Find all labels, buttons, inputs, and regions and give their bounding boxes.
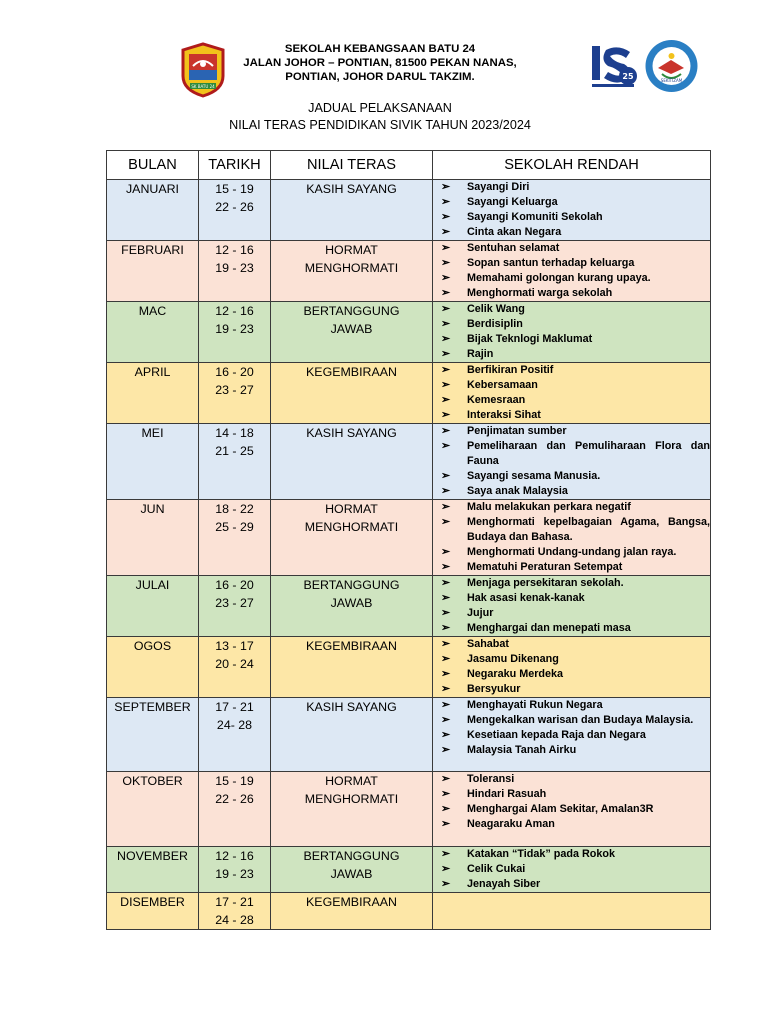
date-range: 24 - 28	[215, 913, 254, 927]
arrow-bullet-icon: ➢	[441, 878, 451, 890]
date-range: 22 - 26	[215, 200, 254, 214]
list-item-text: Jujur	[467, 607, 494, 619]
cell-bulan: APRIL	[107, 363, 199, 424]
arrow-bullet-icon: ➢	[441, 318, 451, 330]
arrow-bullet-icon: ➢	[441, 348, 451, 360]
table-row	[107, 500, 711, 576]
cell-nilai-teras	[271, 637, 433, 698]
list-item	[433, 560, 710, 575]
date-range: 12 - 16	[215, 304, 254, 318]
cell-tarikh	[199, 576, 271, 637]
activity-list	[433, 847, 710, 892]
address-line-1: JALAN JOHOR – PONTIAN, 81500 PEKAN NANAS,	[243, 57, 517, 69]
document-title	[200, 100, 560, 134]
list-item-text: Saya anak Malaysia	[467, 485, 568, 497]
cell-tarikh	[199, 241, 271, 302]
list-item	[433, 862, 710, 877]
activity-list	[433, 363, 710, 423]
cell-bulan: JULAI	[107, 576, 199, 637]
list-item	[433, 393, 710, 408]
cell-sekolah-rendah	[433, 698, 711, 772]
arrow-bullet-icon: ➢	[441, 788, 451, 800]
date-range: 17 - 21	[215, 700, 254, 714]
arrow-bullet-icon: ➢	[441, 470, 451, 482]
activity-list	[433, 637, 710, 697]
date-range: 23 - 27	[215, 596, 254, 610]
nilai-teras-text: KEGEMBIRAAN	[306, 365, 397, 379]
list-item-text: Malaysia Tanah Airku	[467, 744, 577, 756]
list-item-text: Berdisiplin	[467, 318, 523, 330]
cell-sekolah-rendah	[433, 302, 711, 363]
cell-sekolah-rendah	[433, 576, 711, 637]
school-crest-logo	[179, 42, 227, 98]
nilai-teras-text: HORMAT MENGHORMATI	[304, 243, 399, 275]
list-item	[433, 484, 710, 499]
date-range: 25 - 29	[215, 520, 254, 534]
list-item	[433, 637, 710, 652]
cell-bulan: NOVEMBER	[107, 847, 199, 893]
cell-bulan: SEPTEMBER	[107, 698, 199, 772]
title-line-1: JADUAL PELAKSANAAN	[308, 101, 452, 115]
list-item-text: Sayangi Keluarga	[467, 196, 558, 208]
list-item-text: Sahabat	[467, 638, 510, 650]
list-item	[433, 652, 710, 667]
cell-bulan: DISEMBER	[107, 893, 199, 930]
table-row	[107, 847, 711, 893]
nilai-teras-text: KASIH SAYANG	[306, 700, 397, 714]
svg-text:SEKITIZAM: SEKITIZAM	[660, 78, 683, 83]
date-range: 20 - 24	[215, 657, 254, 671]
arrow-bullet-icon: ➢	[441, 744, 451, 756]
cell-bulan: OGOS	[107, 637, 199, 698]
date-range: 19 - 23	[215, 322, 254, 336]
cell-nilai-teras	[271, 180, 433, 241]
cell-sekolah-rendah	[433, 637, 711, 698]
list-item	[433, 698, 710, 713]
school-info	[230, 42, 530, 84]
cell-nilai-teras	[271, 500, 433, 576]
arrow-bullet-icon: ➢	[441, 607, 451, 619]
table-row	[107, 576, 711, 637]
header-sekolah-rendah: SEKOLAH RENDAH	[433, 151, 711, 180]
list-item-text: Jasamu Dikenang	[467, 653, 559, 665]
cell-tarikh	[199, 180, 271, 241]
list-item	[433, 713, 710, 728]
list-item-text: Menjaga persekitaran sekolah.	[467, 577, 624, 589]
list-item-text: Cinta akan Negara	[467, 226, 562, 238]
date-range: 17 - 21	[215, 895, 254, 909]
date-range: 22 - 26	[215, 792, 254, 806]
cell-nilai-teras	[271, 847, 433, 893]
list-item	[433, 847, 710, 862]
list-item	[433, 817, 710, 832]
arrow-bullet-icon: ➢	[441, 592, 451, 604]
list-item	[433, 682, 710, 697]
arrow-bullet-icon: ➢	[441, 863, 451, 875]
nilai-teras-text: HORMAT MENGHORMATI	[304, 502, 399, 534]
arrow-bullet-icon: ➢	[441, 818, 451, 830]
list-item-text: Toleransi	[467, 773, 515, 785]
date-range: 16 - 20	[215, 365, 254, 379]
list-item-text: Pemeliharaan dan Pemuliharaan Flora dan Fauna	[467, 440, 710, 467]
list-item-text: Menghargai dan menepati masa	[467, 622, 631, 634]
list-item-text: Menghormati Undang-undang jalan raya.	[467, 546, 677, 558]
list-item	[433, 286, 710, 301]
list-item	[433, 210, 710, 225]
list-item	[433, 180, 710, 195]
list-item	[433, 347, 710, 362]
table-row	[107, 772, 711, 847]
cell-bulan: MAC	[107, 302, 199, 363]
list-item-text: Menghargai Alam Sekitar, Amalan3R	[467, 803, 654, 815]
cell-nilai-teras	[271, 241, 433, 302]
arrow-bullet-icon: ➢	[441, 714, 451, 726]
list-item-text: Celik Cukai	[467, 863, 526, 875]
cell-sekolah-rendah	[433, 500, 711, 576]
list-item	[433, 271, 710, 286]
cell-nilai-teras	[271, 576, 433, 637]
list-item-text: Bijak Teknlogi Maklumat	[467, 333, 593, 345]
arrow-bullet-icon: ➢	[441, 668, 451, 680]
list-item-text: Malu melakukan perkara negatif	[467, 501, 631, 513]
list-item	[433, 667, 710, 682]
nilai-teras-text: HORMAT MENGHORMATI	[304, 774, 399, 806]
nilai-teras-text: KEGEMBIRAAN	[306, 895, 397, 909]
list-item	[433, 802, 710, 817]
list-item	[433, 469, 710, 484]
cell-nilai-teras	[271, 893, 433, 930]
table-row	[107, 637, 711, 698]
header-tarikh: TARIKH	[199, 151, 271, 180]
activity-list	[433, 424, 710, 499]
cell-tarikh	[199, 893, 271, 930]
cell-sekolah-rendah	[433, 847, 711, 893]
list-item-text: Sayangi sesama Manusia.	[467, 470, 601, 482]
table-header-row	[107, 151, 711, 180]
arrow-bullet-icon: ➢	[441, 485, 451, 497]
list-item	[433, 363, 710, 378]
table-row	[107, 698, 711, 772]
list-item-text: Interaksi Sihat	[467, 409, 541, 421]
cell-sekolah-rendah	[433, 241, 711, 302]
ps25-logo	[586, 40, 640, 94]
activity-list	[433, 180, 710, 240]
list-item	[433, 787, 710, 802]
svg-text:SK BATU 24: SK BATU 24	[191, 84, 215, 89]
list-item	[433, 591, 710, 606]
cell-tarikh	[199, 772, 271, 847]
arrow-bullet-icon: ➢	[441, 729, 451, 741]
date-range: 23 - 27	[215, 383, 254, 397]
date-range: 21 - 25	[215, 444, 254, 458]
cell-bulan: JANUARI	[107, 180, 199, 241]
date-range: 12 - 16	[215, 849, 254, 863]
arrow-bullet-icon: ➢	[441, 699, 451, 711]
list-item-text: Negaraku Merdeka	[467, 668, 564, 680]
activity-list	[433, 698, 710, 758]
list-item	[433, 302, 710, 317]
list-item-text: Sentuhan selamat	[467, 242, 560, 254]
cell-tarikh	[199, 637, 271, 698]
table-row	[107, 302, 711, 363]
cell-tarikh	[199, 424, 271, 500]
arrow-bullet-icon: ➢	[441, 848, 451, 860]
list-item-text: Celik Wang	[467, 303, 525, 315]
cell-bulan: MEI	[107, 424, 199, 500]
cell-sekolah-rendah	[433, 363, 711, 424]
cell-sekolah-rendah	[433, 893, 711, 930]
arrow-bullet-icon: ➢	[441, 683, 451, 695]
arrow-bullet-icon: ➢	[441, 303, 451, 315]
list-item	[433, 606, 710, 621]
activity-list	[433, 302, 710, 362]
arrow-bullet-icon: ➢	[441, 211, 451, 223]
sekitizam-logo	[644, 38, 699, 94]
arrow-bullet-icon: ➢	[441, 379, 451, 391]
cell-sekolah-rendah	[433, 424, 711, 500]
date-range: 19 - 23	[215, 261, 254, 275]
schedule-body	[107, 180, 711, 930]
arrow-bullet-icon: ➢	[441, 622, 451, 634]
cell-bulan: JUN	[107, 500, 199, 576]
table-row	[107, 424, 711, 500]
arrow-bullet-icon: ➢	[441, 287, 451, 299]
cell-nilai-teras	[271, 772, 433, 847]
list-item	[433, 332, 710, 347]
list-item	[433, 424, 710, 439]
cell-bulan: OKTOBER	[107, 772, 199, 847]
arrow-bullet-icon: ➢	[441, 653, 451, 665]
list-item-text: Mematuhi Peraturan Setempat	[467, 561, 623, 573]
list-item	[433, 439, 710, 469]
date-range: 13 - 17	[215, 639, 254, 653]
arrow-bullet-icon: ➢	[441, 425, 451, 437]
arrow-bullet-icon: ➢	[441, 546, 451, 558]
cell-tarikh	[199, 500, 271, 576]
table-row	[107, 180, 711, 241]
nilai-teras-text: KASIH SAYANG	[306, 426, 397, 440]
list-item-text: Sopan santun terhadap keluarga	[467, 257, 635, 269]
address-line-2: PONTIAN, JOHOR DARUL TAKZIM.	[285, 71, 475, 83]
arrow-bullet-icon: ➢	[441, 516, 451, 528]
list-item	[433, 317, 710, 332]
activity-list	[433, 772, 710, 832]
arrow-bullet-icon: ➢	[441, 181, 451, 193]
nilai-teras-text: BERTANGGUNG JAWAB	[303, 304, 400, 336]
list-item-text: Kemesraan	[467, 394, 526, 406]
list-item	[433, 743, 710, 758]
list-item-text: Kesetiaan kepada Raja dan Negara	[467, 729, 646, 741]
cell-nilai-teras	[271, 363, 433, 424]
list-item-text: Memahami golongan kurang upaya.	[467, 272, 651, 284]
list-item-text: Bersyukur	[467, 683, 521, 695]
nilai-teras-text: KEGEMBIRAAN	[306, 639, 397, 653]
arrow-bullet-icon: ➢	[441, 577, 451, 589]
arrow-bullet-icon: ➢	[441, 561, 451, 573]
list-item-text: Berfikiran Positif	[467, 364, 554, 376]
list-item-text: Mengekalkan warisan dan Budaya Malaysia.	[467, 714, 694, 726]
list-item	[433, 241, 710, 256]
date-range: 24- 28	[216, 718, 253, 732]
list-item	[433, 621, 710, 636]
cell-sekolah-rendah	[433, 180, 711, 241]
list-item-text: Sayangi Komuniti Sekolah	[467, 211, 603, 223]
arrow-bullet-icon: ➢	[441, 272, 451, 284]
arrow-bullet-icon: ➢	[441, 364, 451, 376]
list-item	[433, 500, 710, 515]
list-item-text: Katakan “Tidak” pada Rokok	[467, 848, 616, 860]
list-item-text: Hak asasi kenak-kanak	[467, 592, 585, 604]
header-bulan: BULAN	[107, 151, 199, 180]
date-range: 14 - 18	[215, 426, 254, 440]
cell-tarikh	[199, 363, 271, 424]
list-item-text: Hindari Rasuah	[467, 788, 547, 800]
list-item-text: Jenayah Siber	[467, 878, 541, 890]
date-range: 15 - 19	[215, 182, 254, 196]
list-item	[433, 408, 710, 423]
cell-bulan: FEBRUARI	[107, 241, 199, 302]
arrow-bullet-icon: ➢	[441, 501, 451, 513]
date-range: 16 - 20	[215, 578, 254, 592]
arrow-bullet-icon: ➢	[441, 773, 451, 785]
list-item	[433, 545, 710, 560]
activity-list	[433, 576, 710, 636]
arrow-bullet-icon: ➢	[441, 394, 451, 406]
list-item	[433, 256, 710, 271]
cell-tarikh	[199, 847, 271, 893]
list-item	[433, 728, 710, 743]
school-name: SEKOLAH KEBANGSAAN BATU 24	[284, 43, 476, 55]
list-item	[433, 877, 710, 892]
arrow-bullet-icon: ➢	[441, 242, 451, 254]
date-range: 15 - 19	[215, 774, 254, 788]
nilai-teras-text: KASIH SAYANG	[306, 182, 397, 196]
activity-list	[433, 500, 710, 575]
list-item-text: Penjimatan sumber	[467, 425, 567, 437]
date-range: 12 - 16	[215, 243, 254, 257]
svg-text:25: 25	[622, 72, 634, 81]
list-item	[433, 515, 710, 545]
cell-nilai-teras	[271, 302, 433, 363]
arrow-bullet-icon: ➢	[441, 638, 451, 650]
arrow-bullet-icon: ➢	[441, 409, 451, 421]
list-item	[433, 225, 710, 240]
list-item-text: Neagaraku Aman	[467, 818, 555, 830]
table-row	[107, 363, 711, 424]
arrow-bullet-icon: ➢	[441, 226, 451, 238]
list-item	[433, 195, 710, 210]
list-item	[433, 576, 710, 591]
table-row	[107, 893, 711, 930]
list-item-text: Sayangi Diri	[467, 181, 530, 193]
list-item	[433, 772, 710, 787]
activity-list	[433, 241, 710, 301]
date-range: 18 - 22	[215, 502, 254, 516]
arrow-bullet-icon: ➢	[441, 440, 451, 452]
title-line-2: NILAI TERAS PENDIDIKAN SIVIK TAHUN 2023/2024	[229, 118, 531, 132]
arrow-bullet-icon: ➢	[441, 257, 451, 269]
list-item-text: Kebersamaan	[467, 379, 538, 391]
cell-tarikh	[199, 302, 271, 363]
list-item-text: Menghormati warga sekolah	[467, 287, 613, 299]
cell-nilai-teras	[271, 698, 433, 772]
arrow-bullet-icon: ➢	[441, 196, 451, 208]
arrow-bullet-icon: ➢	[441, 803, 451, 815]
date-range: 19 - 23	[215, 867, 254, 881]
list-item-text: Menghormati kepelbagaian Agama, Bangsa, Budaya dan Bahasa.	[467, 516, 710, 543]
nilai-teras-text: BERTANGGUNG JAWAB	[303, 578, 400, 610]
arrow-bullet-icon: ➢	[441, 333, 451, 345]
cell-sekolah-rendah	[433, 772, 711, 847]
schedule-table	[106, 150, 711, 930]
list-item	[433, 378, 710, 393]
list-item-text: Rajin	[467, 348, 494, 360]
cell-nilai-teras	[271, 424, 433, 500]
nilai-teras-text: BERTANGGUNG JAWAB	[303, 849, 400, 881]
header-nilai-teras: NILAI TERAS	[271, 151, 433, 180]
cell-tarikh	[199, 698, 271, 772]
table-row	[107, 241, 711, 302]
list-item-text: Menghayati Rukun Negara	[467, 699, 603, 711]
